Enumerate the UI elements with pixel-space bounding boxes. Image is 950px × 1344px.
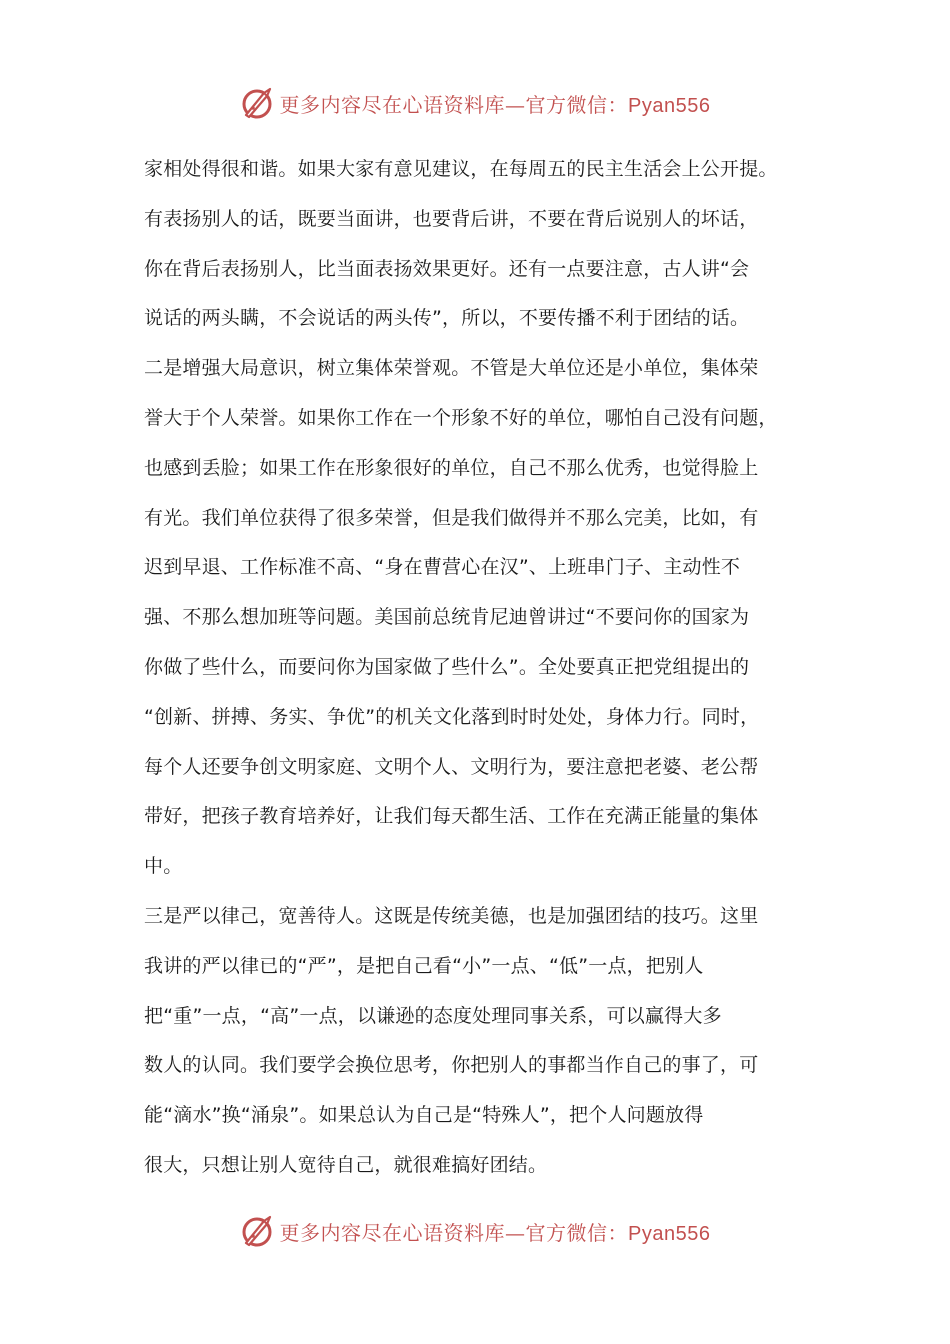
text-line: 迟到早退、工作标准不高、“身在曹营心在汉”、上班串门子、主动性不 <box>144 556 741 579</box>
text-line: 三是严以律己，宽善待人。这既是传统美德，也是加强团结的技巧。这里 <box>144 904 759 927</box>
text-line: 说话的两头瞒，不会说话的两头传”，所以，不要传播不利于团结的话。 <box>144 307 750 330</box>
footer-watermark <box>0 1211 950 1251</box>
text-line: 我讲的严以律已的“严”，是把自己看“小”一点、“低”一点，把别人 <box>144 954 704 977</box>
text-line: 中。 <box>144 855 183 878</box>
text-line: 数人的认同。我们要学会换位思考，你把别人的事都当作自己的事了，可 <box>144 1054 759 1077</box>
text-line: 二是增强大局意识，树立集体荣誉观。不管是大单位还是小单位，集体荣 <box>144 357 759 380</box>
header-watermark <box>0 83 950 123</box>
text-line: 有光。我们单位获得了很多荣誉，但是我们做得并不那么完美，比如，有 <box>144 506 759 529</box>
text-line: 誉大于个人荣誉。如果你工作在一个形象不好的单位，哪怕自己没有问题， <box>144 406 778 429</box>
pen-logo-icon <box>240 85 276 121</box>
text-line: 有表扬别人的话，既要当面讲，也要背后讲，不要在背后说别人的坏话， <box>144 207 759 230</box>
text-line: 也感到丢脸；如果工作在形象很好的单位，自己不那么优秀，也觉得脸上 <box>144 456 759 479</box>
text-line: 能“滴水”换“涌泉”。如果总认为自己是“特殊人”，把个人问题放得 <box>144 1104 704 1127</box>
pen-logo-icon <box>240 1213 276 1249</box>
watermark-text: 更多内容尽在心语资料库—官方微信：Pyan556 <box>279 92 711 117</box>
text-line: 家相处得很和谐。如果大家有意见建议，在每周五的民主生活会上公开提。 <box>144 158 778 180</box>
watermark-text: 更多内容尽在心语资料库—官方微信：Pyan556 <box>279 1220 711 1245</box>
text-line: 很大，只想让别人宽待自己，就很难搞好团结。 <box>144 1153 548 1176</box>
text-line: “创新、拼搏、务实、争优”的机关文化落到时时处处，身体力行。同时， <box>144 705 760 728</box>
document-body <box>144 148 816 1194</box>
watermark-handle: Pyan556 <box>628 94 711 117</box>
text-line: 你在背后表扬别人，比当面表扬效果更好。还有一点要注意，古人讲“会 <box>144 257 750 280</box>
text-line: 强、不那么想加班等问题。美国前总统肯尼迪曾讲过“不要问你的国家为 <box>144 606 750 629</box>
text-line: 把“重”一点，“高”一点，以谦逊的态度处理同事关系，可以赢得大多 <box>144 1004 722 1027</box>
text-line: 带好，把孩子教育培养好，让我们每天都生活、工作在充满正能量的集体 <box>144 805 759 828</box>
text-line: 每个人还要争创文明家庭、文明个人、文明行为，要注意把老婆、老公帮 <box>144 755 759 778</box>
watermark-handle: Pyan556 <box>628 1222 711 1245</box>
text-line: 你做了些什么，而要问你为国家做了些什么”。全处要真正把党组提出的 <box>144 655 750 678</box>
